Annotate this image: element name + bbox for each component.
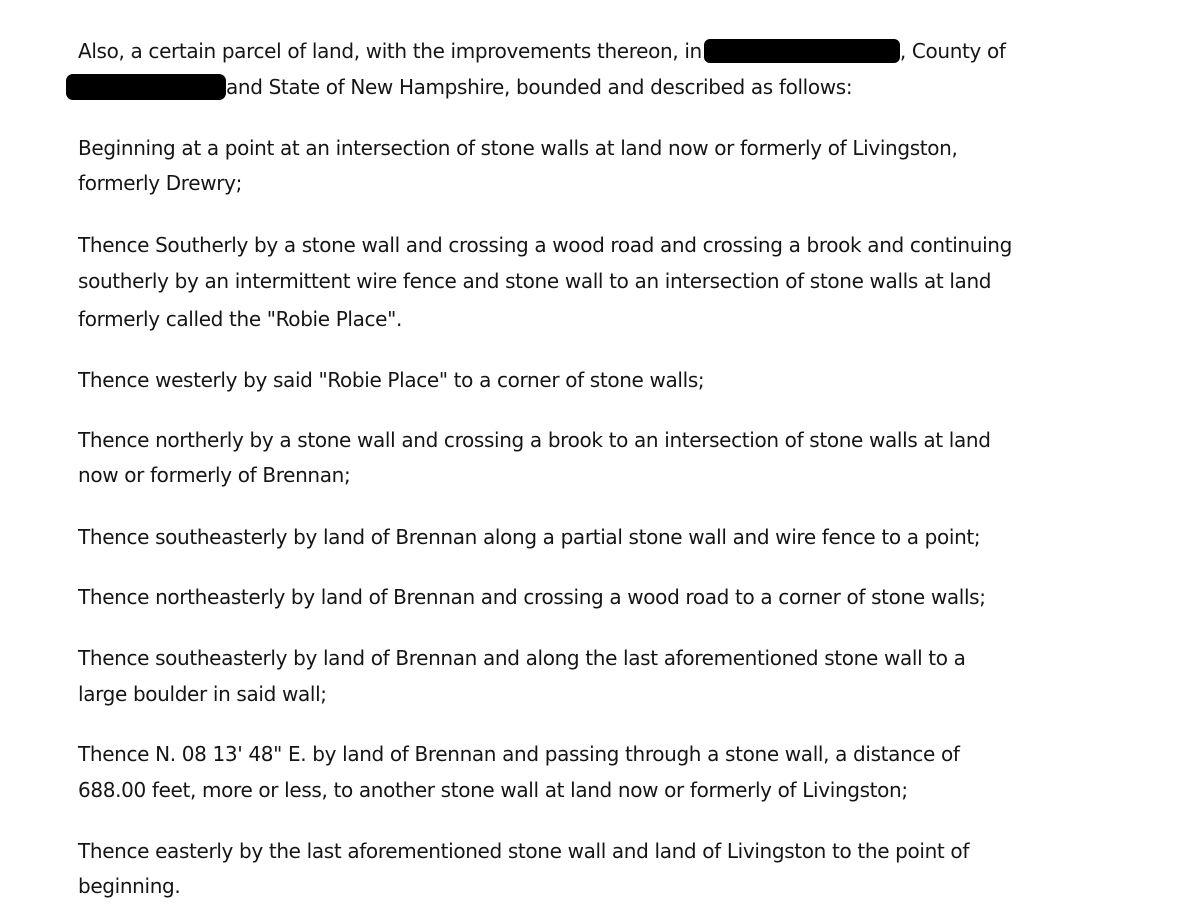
paragraph-3-line-3: formerly called the "Robie Place". <box>78 307 402 331</box>
paragraph-5-line-2: now or formerly of Brennan; <box>78 463 351 487</box>
paragraph-1-text-end: , County of <box>899 39 1006 63</box>
redaction-block <box>704 39 900 63</box>
paragraph-3-line-2: southerly by an intermittent wire fence and stone wall to an intersection of stone walls at land <box>78 269 992 293</box>
paragraph-1-line-2: and State of New Hampshire, bounded and described as follows: <box>226 75 853 99</box>
paragraph-10-line-2: beginning. <box>78 874 181 898</box>
paragraph-7-line-1: Thence northeasterly by land of Brennan and crossing a wood road to a corner of stone walls; <box>78 585 986 609</box>
paragraph-8-line-1: Thence southeasterly by land of Brennan and along the last aforementioned stone wall to a <box>78 646 966 670</box>
paragraph-2-line-2: formerly Drewry; <box>78 171 242 195</box>
paragraph-8-line-2: large boulder in said wall; <box>78 682 327 706</box>
paragraph-1-line-1 <box>78 38 1006 64</box>
paragraph-2-line-1: Beginning at a point at an intersection of stone walls at land now or formerly of Livingston, <box>78 136 958 160</box>
paragraph-5-line-1: Thence northerly by a stone wall and crossing a brook to an intersection of stone walls at land <box>78 428 991 452</box>
paragraph-9-line-2: 688.00 feet, more or less, to another stone wall at land now or formerly of Livingston; <box>78 778 908 802</box>
paragraph-1-text-start: Also, a certain parcel of land, with the improvements thereon, in <box>78 39 702 63</box>
paragraph-9-line-1: Thence N. 08 13' 48" E. by land of Brennan and passing through a stone wall, a distance of <box>78 742 960 766</box>
paragraph-6-line-1: Thence southeasterly by land of Brennan along a partial stone wall and wire fence to a point; <box>78 525 981 549</box>
redaction-block <box>66 74 226 100</box>
paragraph-10-line-1: Thence easterly by the last aforementioned stone wall and land of Livingston to the point of <box>78 839 970 863</box>
paragraph-3-line-1: Thence Southerly by a stone wall and crossing a wood road and crossing a brook and continuing <box>78 233 1012 257</box>
paragraph-4-line-1: Thence westerly by said "Robie Place" to a corner of stone walls; <box>78 368 705 392</box>
